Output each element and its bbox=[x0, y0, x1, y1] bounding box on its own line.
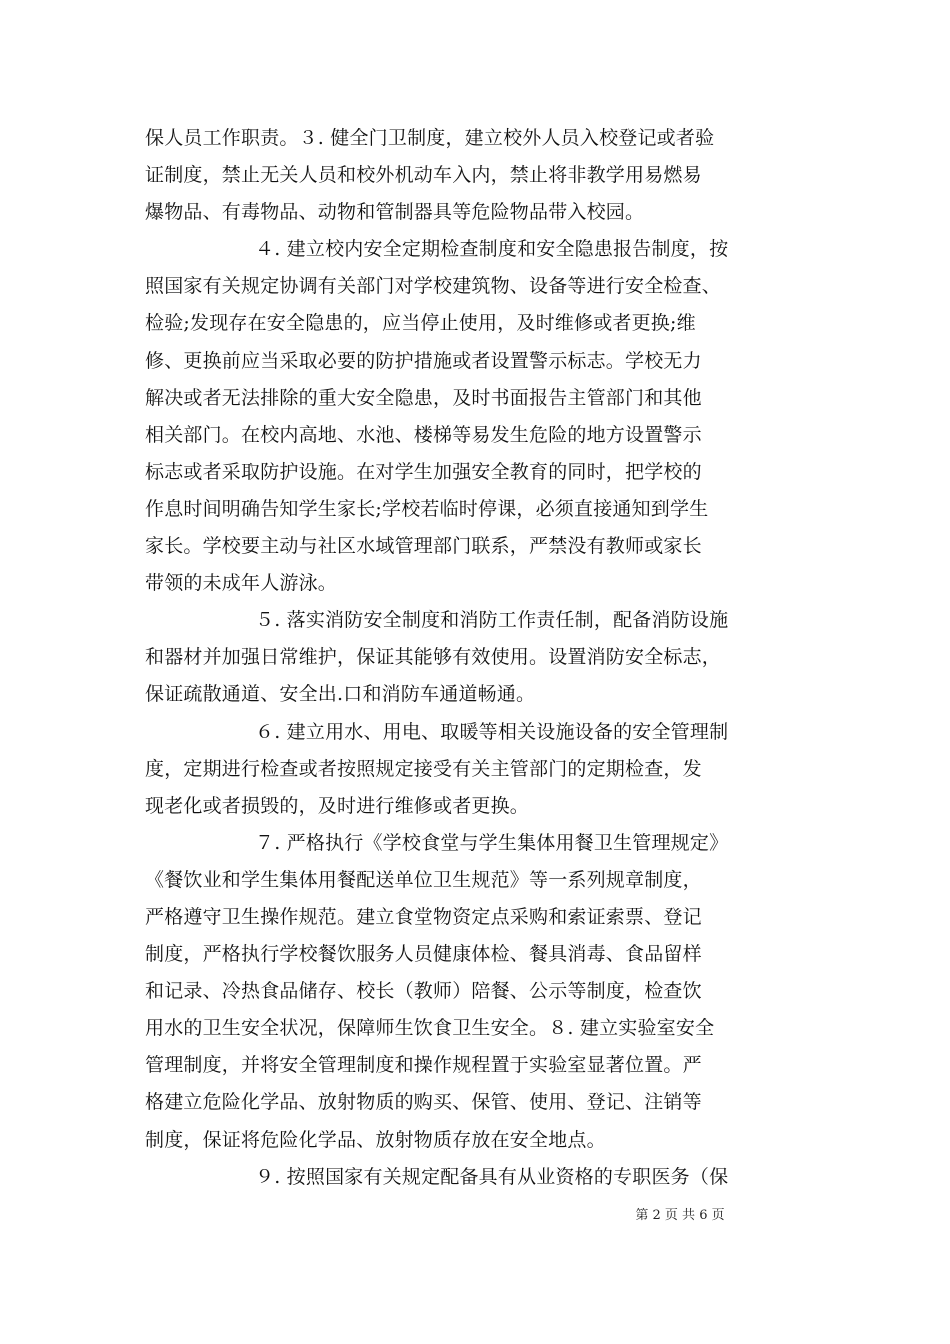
text-line: ７. 严格执行《学校食堂与学生集体用餐卫生管理规定》 bbox=[255, 831, 729, 854]
text-line: 管理制度，并将安全管理制度和操作规程置于实验室显著位置。严 bbox=[145, 1054, 702, 1077]
page-number: 第 2 页 共 6 页 bbox=[635, 1208, 725, 1223]
text-line: ６. 建立用水、用电、取暖等相关设施设备的安全管理制 bbox=[255, 720, 729, 743]
text-line: 解决或者无法排除的重大安全隐患，及时书面报告主管部门和其他 bbox=[145, 386, 702, 409]
text-line: 证制度，禁止无关人员和校外机动车入内，禁止将非教学用易燃易 bbox=[145, 164, 702, 187]
text-line: 用水的卫生安全状况，保障师生饮食卫生安全。８. 建立实验室安全 bbox=[145, 1017, 715, 1040]
text-line: 标志或者采取防护设施。在对学生加强安全教育的同时，把学校的 bbox=[145, 460, 702, 483]
text-line: 修、更换前应当采取必要的防护措施或者设置警示标志。学校无力 bbox=[145, 349, 702, 372]
text-line: 现老化或者损毁的，及时进行维修或者更换。 bbox=[145, 794, 530, 817]
text-line: ４. 建立校内安全定期检查制度和安全隐患报告制度，按 bbox=[255, 238, 729, 261]
text-line: 度，定期进行检查或者按照规定接受有关主管部门的定期检查，发 bbox=[145, 757, 702, 780]
text-line: 和器材并加强日常维护，保证其能够有效使用。设置消防安全标志， bbox=[145, 646, 722, 669]
text-line: ９. 按照国家有关规定配备具有从业资格的专职医务（保 bbox=[255, 1165, 729, 1188]
text-line: 爆物品、有毒物品、动物和管制器具等危险物品带入校园。 bbox=[145, 201, 645, 224]
text-line: 作息时间明确告知学生家长;学校若临时停课，必须直接通知到学生 bbox=[145, 497, 709, 520]
text-line: 相关部门。在校内高地、水池、楼梯等易发生危险的地方设置警示 bbox=[145, 423, 702, 446]
text-line: 格建立危险化学品、放射物质的购买、保管、使用、登记、注销等 bbox=[145, 1091, 702, 1114]
text-line: 检验;发现存在安全隐患的，应当停止使用，及时维修或者更换;维 bbox=[145, 312, 696, 335]
text-line: 制度，保证将危险化学品、放射物质存放在安全地点。 bbox=[145, 1128, 606, 1151]
text-line: 制度，严格执行学校餐饮服务人员健康体检、餐具消毒、食品留样 bbox=[145, 943, 702, 966]
page-footer bbox=[0, 1204, 950, 1223]
text-line: 家长。学校要主动与社区水域管理部门联系，严禁没有教师或家长 bbox=[145, 535, 702, 558]
text-line: 和记录、冷热食品储存、校长（教师）陪餐、公示等制度，检查饮 bbox=[145, 980, 702, 1003]
text-line: 照国家有关规定协调有关部门对学校建筑物、设备等进行安全检查、 bbox=[145, 275, 722, 298]
text-line: 保证疏散通道、安全出.口和消防车通道畅通。 bbox=[145, 683, 536, 706]
text-line: 带领的未成年人游泳。 bbox=[145, 572, 338, 595]
text-line: ５. 落实消防安全制度和消防工作责任制，配备消防设施 bbox=[255, 609, 729, 632]
text-line: 严格遵守卫生操作规范。建立食堂物资定点采购和索证索票、登记 bbox=[145, 905, 702, 928]
text-line: 保人员工作职责。３. 健全门卫制度，建立校外人员入校登记或者验 bbox=[145, 127, 715, 149]
text-line: 《餐饮业和学生集体用餐配送单位卫生规范》等一系列规章制度， bbox=[145, 868, 702, 891]
document-body bbox=[145, 120, 805, 1196]
